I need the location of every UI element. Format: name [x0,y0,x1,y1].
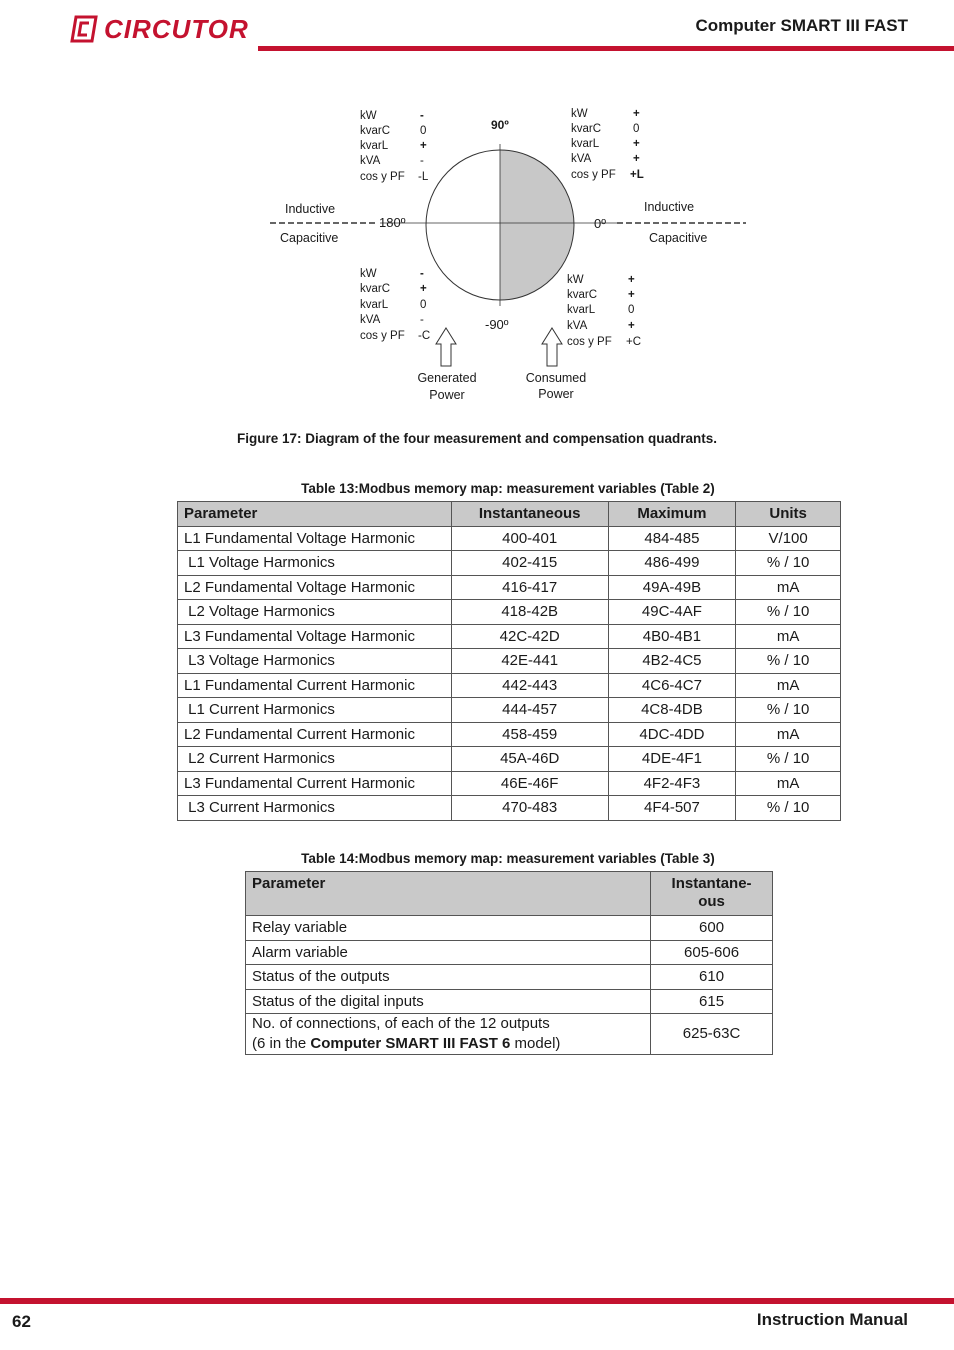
instantaneous-cell: 402-415 [451,551,608,576]
param-cell: L2 Voltage Harmonics [178,600,452,625]
q4-sign: + [628,289,635,301]
q3-name: kvarL [360,299,389,311]
table-row [178,771,841,796]
param-line1: No. of connections, of each of the 12 outputs [252,1015,550,1032]
instantaneous-cell: 416-417 [451,575,608,600]
param-line2-suffix: model) [510,1035,561,1052]
q2-sign: - [420,110,424,122]
consumed-half [500,150,574,300]
generated-label-2: Power [429,388,465,402]
q2-sign: + [420,140,427,152]
units-cell: % / 10 [736,551,841,576]
units-cell: % / 10 [736,600,841,625]
angle-0: 0º [594,216,606,231]
table-row [178,600,841,625]
q1-name: kvarL [571,138,600,150]
q3-sign: - [420,268,424,280]
units-cell: mA [736,575,841,600]
param-cell: L3 Fundamental Voltage Harmonic [178,624,452,649]
q4-sign: + [628,274,635,286]
instantaneous-cell: 470-483 [451,796,608,821]
param-cell: Alarm variable [246,940,651,965]
maximum-cell: 49C-4AF [608,600,736,625]
table13-caption: Table 13:Modbus memory map: measurement variables (Table 2) [301,481,715,496]
q3-name: cos y PF [360,330,405,342]
table-row [178,673,841,698]
table-row [246,940,773,965]
model-name: Computer SMART III FAST 6 [310,1035,511,1052]
param-cell: L3 Current Harmonics [178,796,452,821]
table-header-row [246,872,773,916]
instantaneous-cell: 418-42B [451,600,608,625]
q2-sign: -L [418,171,429,183]
maximum-cell: 4C8-4DB [608,698,736,723]
q2-name: kvarC [360,125,391,137]
table14-caption: Table 14:Modbus memory map: measurement variables (Table 3) [301,851,715,866]
q1-sign: +L [630,169,644,181]
units-cell: % / 10 [736,747,841,772]
q1-name: kW [571,108,588,120]
q1-sign: 0 [633,123,640,135]
q1-sign: + [633,153,640,165]
q1-name: kvarC [571,123,602,135]
table-row [178,551,841,576]
quadrant-3-values [360,268,430,342]
maximum-cell: 4F4-507 [608,796,736,821]
left-capacitive-label: Capacitive [280,231,339,245]
value-cell: 600 [651,916,773,941]
maximum-cell: 486-499 [608,551,736,576]
q3-sign: + [420,283,427,295]
units-cell: mA [736,673,841,698]
q2-sign: 0 [420,125,427,137]
instantaneous-cell: 45A-46D [451,747,608,772]
header-instantaneous [651,872,773,916]
param-cell: L1 Current Harmonics [178,698,452,723]
q1-name: cos y PF [571,169,616,181]
table-row [178,575,841,600]
param-cell: Status of the outputs [246,965,651,990]
param-cell: L3 Fundamental Current Harmonic [178,771,452,796]
param-cell: Status of the digital inputs [246,989,651,1014]
table-row [178,747,841,772]
q4-name: cos y PF [567,336,612,348]
header-instantaneous: Instantaneous [451,502,608,527]
q4-sign: + [628,320,635,332]
angle-90: 90º [491,118,509,132]
param-cell: L2 Fundamental Voltage Harmonic [178,575,452,600]
right-inductive-label: Inductive [644,200,695,214]
q1-name: kVA [571,153,592,165]
param-cell: L1 Voltage Harmonics [178,551,452,576]
table13 [177,501,841,821]
instantaneous-cell: 46E-46F [451,771,608,796]
q4-name: kW [567,274,584,286]
maximum-cell: 4B2-4C5 [608,649,736,674]
quadrant-diagram [260,100,760,410]
q2-name: kVA [360,155,381,167]
table-header-row [178,502,841,527]
header-parameter: Parameter [178,502,452,527]
q3-sign: - [420,314,424,326]
table-row [246,965,773,990]
figure-caption: Figure 17: Diagram of the four measurement and compensation quadrants. [236,431,718,446]
generated-arrow-icon [436,328,456,366]
maximum-cell: 4F2-4F3 [608,771,736,796]
table14 [245,871,773,1055]
left-inductive-label: Inductive [285,202,336,216]
q3-name: kvarC [360,283,391,295]
table-row [178,526,841,551]
maximum-cell: 4C6-4C7 [608,673,736,698]
instantaneous-cell: 444-457 [451,698,608,723]
page-number: 62 [12,1312,31,1331]
param-line2-prefix: (6 in the [252,1035,311,1052]
maximum-cell: 484-485 [608,526,736,551]
quadrant-4-values [567,274,641,348]
q4-name: kvarC [567,289,598,301]
header-rule [258,46,954,51]
maximum-cell: 4B0-4B1 [608,624,736,649]
instantaneous-cell: 458-459 [451,722,608,747]
value-cell: 615 [651,989,773,1014]
document-title: Computer SMART III FAST [695,16,908,35]
q4-sign: 0 [628,304,635,316]
footer-title: Instruction Manual [756,1310,908,1329]
param-cell: L2 Fundamental Current Harmonic [178,722,452,747]
maximum-cell: 4DE-4F1 [608,747,736,772]
value-cell: 605-606 [651,940,773,965]
param-cell [246,1014,651,1055]
consumed-label-2: Power [538,387,574,401]
header-maximum: Maximum [608,502,736,527]
table-row [178,649,841,674]
q1-sign: + [633,108,640,120]
header-units: Units [736,502,841,527]
units-cell: V/100 [736,526,841,551]
q2-name: kvarL [360,140,389,152]
units-cell: mA [736,722,841,747]
circutor-logo-icon [70,14,100,44]
right-capacitive-label: Capacitive [649,231,708,245]
units-cell: mA [736,624,841,649]
param-cell: L3 Voltage Harmonics [178,649,452,674]
maximum-cell: 4DC-4DD [608,722,736,747]
q2-sign: - [420,155,424,167]
table-row [246,1014,773,1055]
units-cell: % / 10 [736,649,841,674]
quadrant-2-values [360,110,429,183]
units-cell: mA [736,771,841,796]
value-cell: 610 [651,965,773,990]
units-cell: % / 10 [736,796,841,821]
footer-rule [0,1298,954,1304]
q2-name: kW [360,110,377,122]
header-parameter: Parameter [246,872,651,916]
q3-name: kVA [360,314,381,326]
quadrant-1-values [571,108,644,181]
table-row [178,698,841,723]
param-cell: L1 Fundamental Voltage Harmonic [178,526,452,551]
brand-name: CIRCUTOR [104,13,249,44]
consumed-label-1: Consumed [525,371,587,385]
q4-name: kvarL [567,304,596,316]
param-cell: Relay variable [246,916,651,941]
table-row [246,989,773,1014]
consumed-arrow-icon [542,328,562,366]
q3-name: kW [360,268,377,280]
value-cell: 625-63C [651,1014,773,1055]
q3-sign: 0 [420,299,427,311]
generated-label-1: Generated [417,371,477,385]
table-row [178,624,841,649]
angle-neg90: -90º [485,317,509,332]
q1-sign: + [633,138,640,150]
header-instantaneous-part2: ous [698,893,725,910]
q4-sign: +C [626,336,642,348]
param-cell: L2 Current Harmonics [178,747,452,772]
header-instantaneous-part1: Instantane- [671,875,752,892]
table-row [178,722,841,747]
circutor-logo [70,12,249,46]
angle-180: 180º [379,215,406,230]
maximum-cell: 49A-49B [608,575,736,600]
table-row [246,916,773,941]
instantaneous-cell: 442-443 [451,673,608,698]
instantaneous-cell: 400-401 [451,526,608,551]
instantaneous-cell: 42E-441 [451,649,608,674]
q4-name: kVA [567,320,588,332]
table-row [178,796,841,821]
instantaneous-cell: 42C-42D [451,624,608,649]
param-cell: L1 Fundamental Current Harmonic [178,673,452,698]
units-cell: % / 10 [736,698,841,723]
q3-sign: -C [418,330,431,342]
q2-name: cos y PF [360,171,405,183]
